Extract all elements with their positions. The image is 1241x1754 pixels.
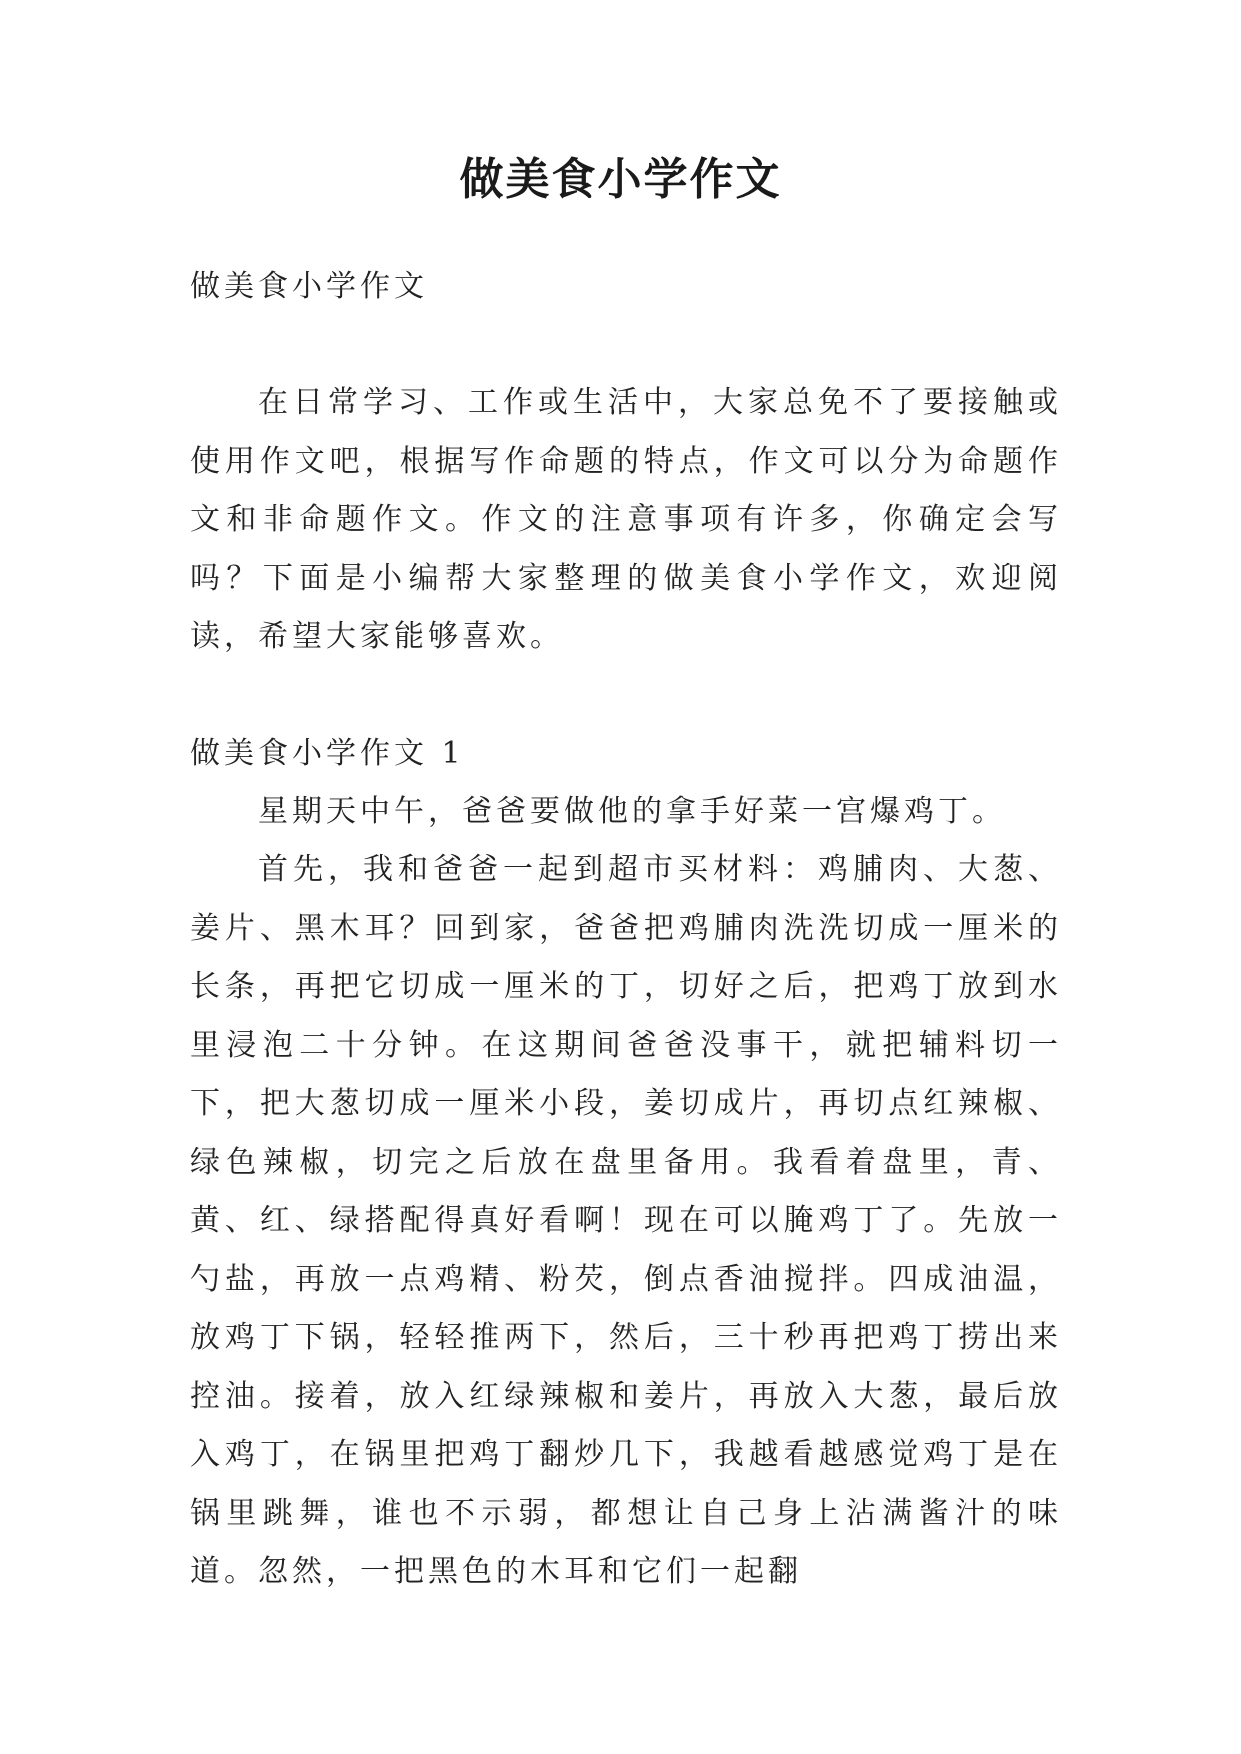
document-title: 做美食小学作文 xyxy=(459,154,782,205)
essay-1-paragraph: 首先，我和爸爸一起到超市买材料：鸡脯肉、大葱、姜片、黑木耳？回到家，爸爸把鸡脯肉洗洗切成一厘米的长条，再把它切成一厘米的丁，切好之后，把鸡丁放到水里浸泡二十分钟。在这期间爸爸没事干，就把辅料切一下，把大葱切成一厘米小段，姜切成片，再切点红辣椒、绿色辣椒，切完之后放在盘里备用。我看着盘里，青、黄、红、绿搭配得真好看啊！现在可以腌鸡丁了。先放一勺盐，再放一点鸡精、粉芡，倒点香油搅拌。四成油温，放鸡丁下锅，轻轻推两下，然后，三十秒再把鸡丁捞出来控油。接着，放入红绿辣椒和姜片，再放入大葱，最后放入鸡丁，在锅里把鸡丁翻炒几下，我越看越感觉鸡丁是在锅里跳舞，谁也不示弱，都想让自己身上沾满酱汁的味道。忽然，一把黑色的木耳和它们一起翻 xyxy=(190,852,1062,1589)
document-body xyxy=(190,258,1062,1602)
essay-1-paragraph: 星期天中午，爸爸要做他的拿手好菜一宫爆鸡丁。 xyxy=(258,793,1006,829)
document-subtitle: 做美食小学作文 xyxy=(190,269,428,304)
essay-1-heading: 做美食小学作文 1 xyxy=(190,735,465,771)
blank-line xyxy=(190,316,1062,374)
intro-paragraph: 在日常学习、工作或生活中，大家总免不了要接触或使用作文吧，根据写作命题的特点，作文可以分为命题作文和非命题作文。作文的注意事项有许多，你确定会写吗？下面是小编帮大家整理的做美食小学作文，欢迎阅读，希望大家能够喜欢。 xyxy=(190,385,1062,654)
blank-line xyxy=(190,667,1062,725)
